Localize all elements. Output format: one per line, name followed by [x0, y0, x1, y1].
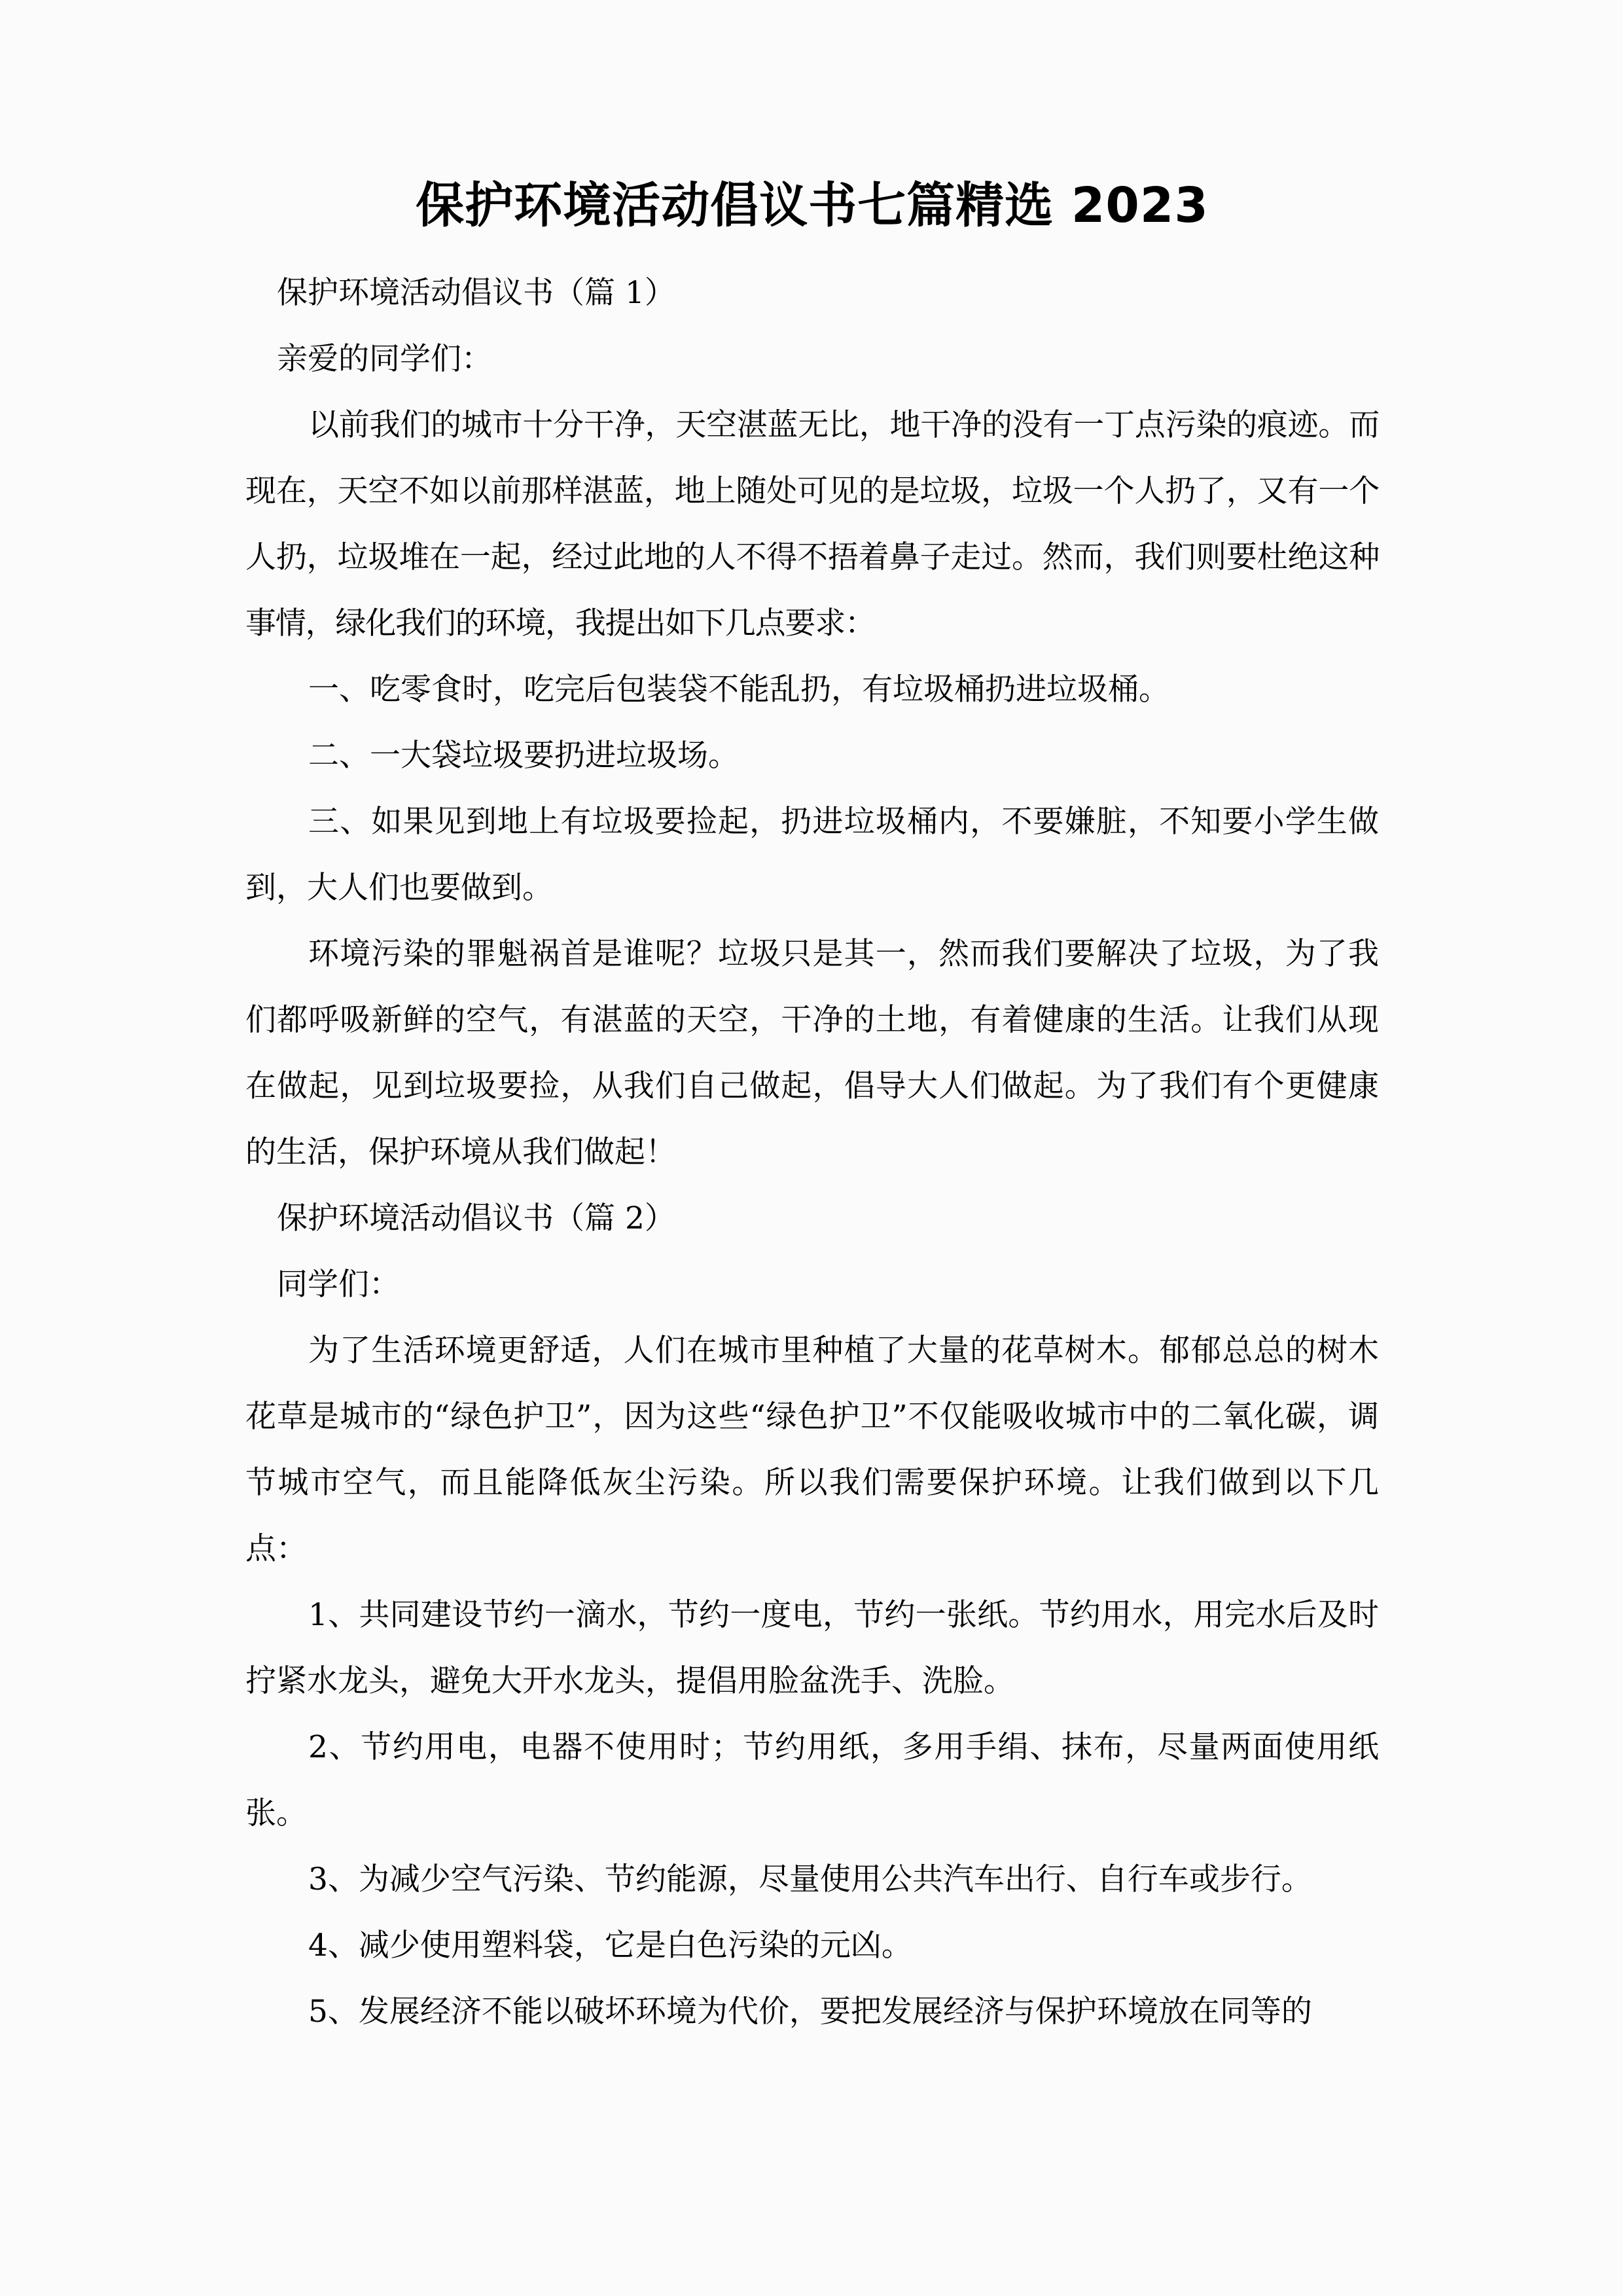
list-item: 3、为减少空气污染、节约能源，尽量使用公共汽车出行、自行车或步行。 — [308, 1861, 1312, 1897]
list-item: 1、共同建设节约一滴水，节约一度电，节约一张纸。节约用水，用完水后及时拧紧水龙头，避免大开水龙头，提倡用脸盆洗手、洗脸。 — [245, 1596, 1379, 1699]
section-heading-1: 保护环境活动倡议书（篇 1） — [277, 274, 675, 311]
list-item: 2、节约用电，电器不使用时；节约用纸，多用手绢、抹布，尽量两面使用纸张。 — [245, 1729, 1379, 1831]
paragraph: 环境污染的罪魁祸首是谁呢？垃圾只是其一，然而我们要解决了垃圾，为了我们都呼吸新鲜的空气，有湛蓝的天空，干净的土地，有着健康的生活。让我们从现在做起，见到垃圾要捡，从我们自己做起，倡导大人们做起。为了我们有个更健康的生活，保护环境从我们做起！ — [245, 935, 1379, 1170]
page-title: 保护环境活动倡议书七篇精选 2023 — [416, 177, 1209, 234]
list-item: 5、发展经济不能以破坏环境为代价，要把发展经济与保护环境放在同等的 — [308, 1993, 1312, 2030]
list-item: 一、吃零食时，吃完后包装袋不能乱扔，有垃圾桶扔进垃圾桶。 — [308, 671, 1169, 708]
list-item: 三、如果见到地上有垃圾要捡起，扔进垃圾桶内，不要嫌脏，不知要小学生做到，大人们也要做到。 — [245, 803, 1379, 906]
paragraph: 为了生活环境更舒适，人们在城市里种植了大量的花草树木。郁郁总总的树木花草是城市的“绿色护卫”，因为这些“绿色护卫”不仅能吸收城市中的二氧化碳，调节城市空气，而且能降低灰尘污染。所以我们需要保护环境。让我们做到以下几点： — [245, 1332, 1379, 1567]
section-1 — [245, 260, 1379, 1185]
list-item: 二、一大袋垃圾要扔进垃圾场。 — [308, 737, 739, 774]
salutation-2: 同学们： — [277, 1266, 400, 1302]
section-heading-2: 保护环境活动倡议书（篇 2） — [277, 1200, 675, 1236]
salutation-1: 亲爱的同学们： — [277, 340, 492, 377]
paragraph: 以前我们的城市十分干净，天空湛蓝无比，地干净的没有一丁点污染的痕迹。而现在，天空不如以前那样湛蓝，地上随处可见的是垃圾，垃圾一个人扔了，又有一个人扔，垃圾堆在一起，经过此地的人不得不捂着鼻子走过。然而，我们则要杜绝这种事情，绿化我们的环境，我提出如下几点要求： — [245, 406, 1379, 641]
list-item: 4、减少使用塑料袋，它是白色污染的元凶。 — [308, 1927, 912, 1964]
text-column — [245, 0, 1379, 2045]
section-2 — [245, 1185, 1379, 2045]
title-spacer — [245, 236, 1379, 260]
